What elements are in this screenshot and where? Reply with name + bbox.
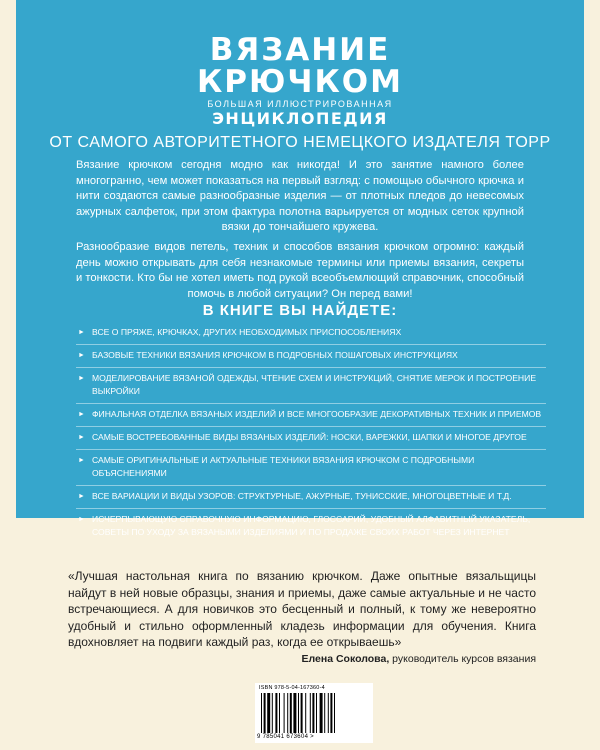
arrow-bullet-icon: ► [78, 329, 85, 336]
title-line-1: ВЯЗАНИЕ [209, 32, 391, 68]
feature-text: САМЫЕ ВОСТРЕБОВАННЫЕ ВИДЫ ВЯЗАНЫХ ИЗДЕЛИЙ: НОСКИ, ВАРЕЖКИ, ШАПКИ И МНОГОЕ ДРУГОЕ [92, 432, 527, 442]
barcode-bars [259, 693, 369, 733]
author-role: руководитель курсов вязания [389, 653, 536, 665]
feature-item [76, 426, 546, 449]
feature-item [76, 508, 546, 544]
barcode-bar [316, 693, 317, 733]
barcode-bar [261, 693, 262, 733]
feature-item [76, 344, 546, 367]
title-line-2: КРЮЧКОМ [196, 64, 404, 100]
arrow-bullet-icon: ► [78, 457, 85, 464]
isbn-barcode [255, 683, 373, 743]
barcode-bar [334, 693, 335, 733]
feature-text: БАЗОВЫЕ ТЕХНИКИ ВЯЗАНИЯ КРЮЧКОМ В ПОДРОБНЫХ ПОШАГОВЫХ ИНСТРУКЦИЯХ [92, 350, 458, 360]
feature-item [76, 367, 546, 403]
barcode-bar [320, 693, 323, 733]
intro-paragraph-1: Вязание крючком сегодня модно как никогда! И это занятие намного более многогранно, чем может показаться на первый взгляд: с помощью обычного крючка и нити создаются самые разнообразные изделия — от плотных пледов до невесомых ажурных салфеток, при этом фактура полотна варьируется от модных сеток крупной вязки до тончайшего кружева. [76, 159, 524, 233]
arrow-bullet-icon: ► [78, 352, 85, 359]
review-quote: «Лучшая настольная книга по вязанию крючком. Даже опытные вязальщицы найдут в ней новые образцы, знания и приемы, даже самые актуальные и не часто встречающиеся. А для новичков это бесценный и полный, к тому же невероятно удобный и стильно оформленный кладезь информации для обучения. Книга вдохновляет на подвиги каждый раз, когда ее открываешь» [68, 569, 536, 649]
feature-text: ВСЕ О ПРЯЖЕ, КРЮЧКАХ, ДРУГИХ НЕОБХОДИМЫХ ПРИСПОСОБЛЕНИЯХ [92, 327, 402, 337]
barcode-bar [287, 693, 288, 733]
barcode-bar [272, 693, 273, 733]
barcode-bar [264, 693, 266, 733]
feature-text: САМЫЕ ОРИГИНАЛЬНЫЕ И АКТУАЛЬНЫЕ ТЕХНИКИ ВЯЗАНИЯ КРЮЧКОМ С ПОДРОБНЫМИ ОБЪЯСНЕНИЯМИ [92, 455, 475, 478]
feature-text: МОДЕЛИРОВАНИЕ ВЯЗАНОЙ ОДЕЖДЫ, ЧТЕНИЕ СХЕМ И ИНСТРУКЦИЙ, СНЯТИЕ МЕРОК И ПОСТРОЕНИЕ ВЫКРОЙКИ [92, 373, 537, 396]
feature-text: ФИНАЛЬНАЯ ОТДЕЛКА ВЯЗАНЫХ ИЗДЕЛИЙ И ВСЕ МНОГООБРАЗИЕ ДЕКОРАТИВНЫХ ТЕХНИК И ПРИЕМОВ [92, 409, 542, 419]
barcode-bar [310, 693, 311, 733]
barcode-bar [305, 693, 306, 733]
isbn-text: ISBN 978-5-04-167360-4 [259, 685, 325, 691]
feature-item [76, 485, 546, 508]
barcode-bar [312, 693, 314, 733]
barcode-bar [267, 693, 270, 733]
back-cover-panel [16, 0, 584, 537]
features-title: В КНИГЕ ВЫ НАЙДЕТЕ: [202, 302, 398, 319]
arrow-bullet-icon: ► [78, 411, 85, 418]
barcode-bar [324, 693, 325, 733]
barcode-bar [293, 693, 296, 733]
publisher-headline: ОТ САМОГО АВТОРИТЕТНОГО НЕМЕЦКОГО ИЗДАТЕЛЯ TOPP [49, 134, 551, 151]
quote-author [302, 653, 537, 665]
feature-text: ВСЕ ВАРИАЦИИ И ВИДЫ УЗОРОВ: СТРУКТУРНЫЕ, АЖУРНЫЕ, ТУНИССКИЕ, МНОГОЦВЕТНЫЕ И Т.Д. [92, 491, 512, 501]
arrow-bullet-icon: ► [78, 493, 85, 500]
barcode-bar [284, 693, 285, 733]
feature-item [76, 322, 546, 344]
barcode-bar [328, 693, 329, 733]
barcode-bar [301, 693, 303, 733]
barcode-bar [290, 693, 292, 733]
barcode-bar [279, 693, 280, 733]
barcode-bar [275, 693, 277, 733]
arrow-bullet-icon: ► [78, 375, 85, 382]
features-list [76, 322, 546, 544]
feature-item [76, 449, 546, 485]
title-line-3: ЭНЦИКЛОПЕДИЯ [212, 109, 388, 128]
barcode-number: 9 785041 673604 > [257, 734, 314, 740]
barcode-bar [330, 693, 332, 733]
barcode-bar [298, 693, 299, 733]
book-title [16, 34, 584, 128]
feature-item [76, 403, 546, 426]
author-name: Елена Соколова, [301, 653, 390, 665]
arrow-bullet-icon: ► [78, 516, 85, 523]
arrow-bullet-icon: ► [78, 434, 85, 441]
intro-paragraph-2: Разнообразие видов петель, техник и способов вязания крючком огромно: каждый день можно открывать для себя незнакомые термины или приемы вязания, секреты и тонкости. Кто бы не хотел иметь под рукой всеобъемлющий справочник, способный помочь в любой ситуации? Он перед вами! [76, 241, 524, 300]
title-subtitle: БОЛЬШАЯ ИЛЛЮСТРИРОВАННАЯ [207, 99, 393, 109]
feature-text: ИСЧЕРПЫВАЮЩУЮ СПРАВОЧНУЮ ИНФОРМАЦИЮ, ГЛОССАРИЙ, УДОБНЫЙ АЛФАВИТНЫЙ УКАЗАТЕЛЬ, СОВЕТЫ ПО УХОДУ ЗА ВЯЗАНЫМИ ИЗДЕЛИЯМИ И ПО ПРОДАЖЕ СВОИХ РАБОТ ЧЕРЕЗ ИНТЕРНЕТ [92, 514, 531, 537]
